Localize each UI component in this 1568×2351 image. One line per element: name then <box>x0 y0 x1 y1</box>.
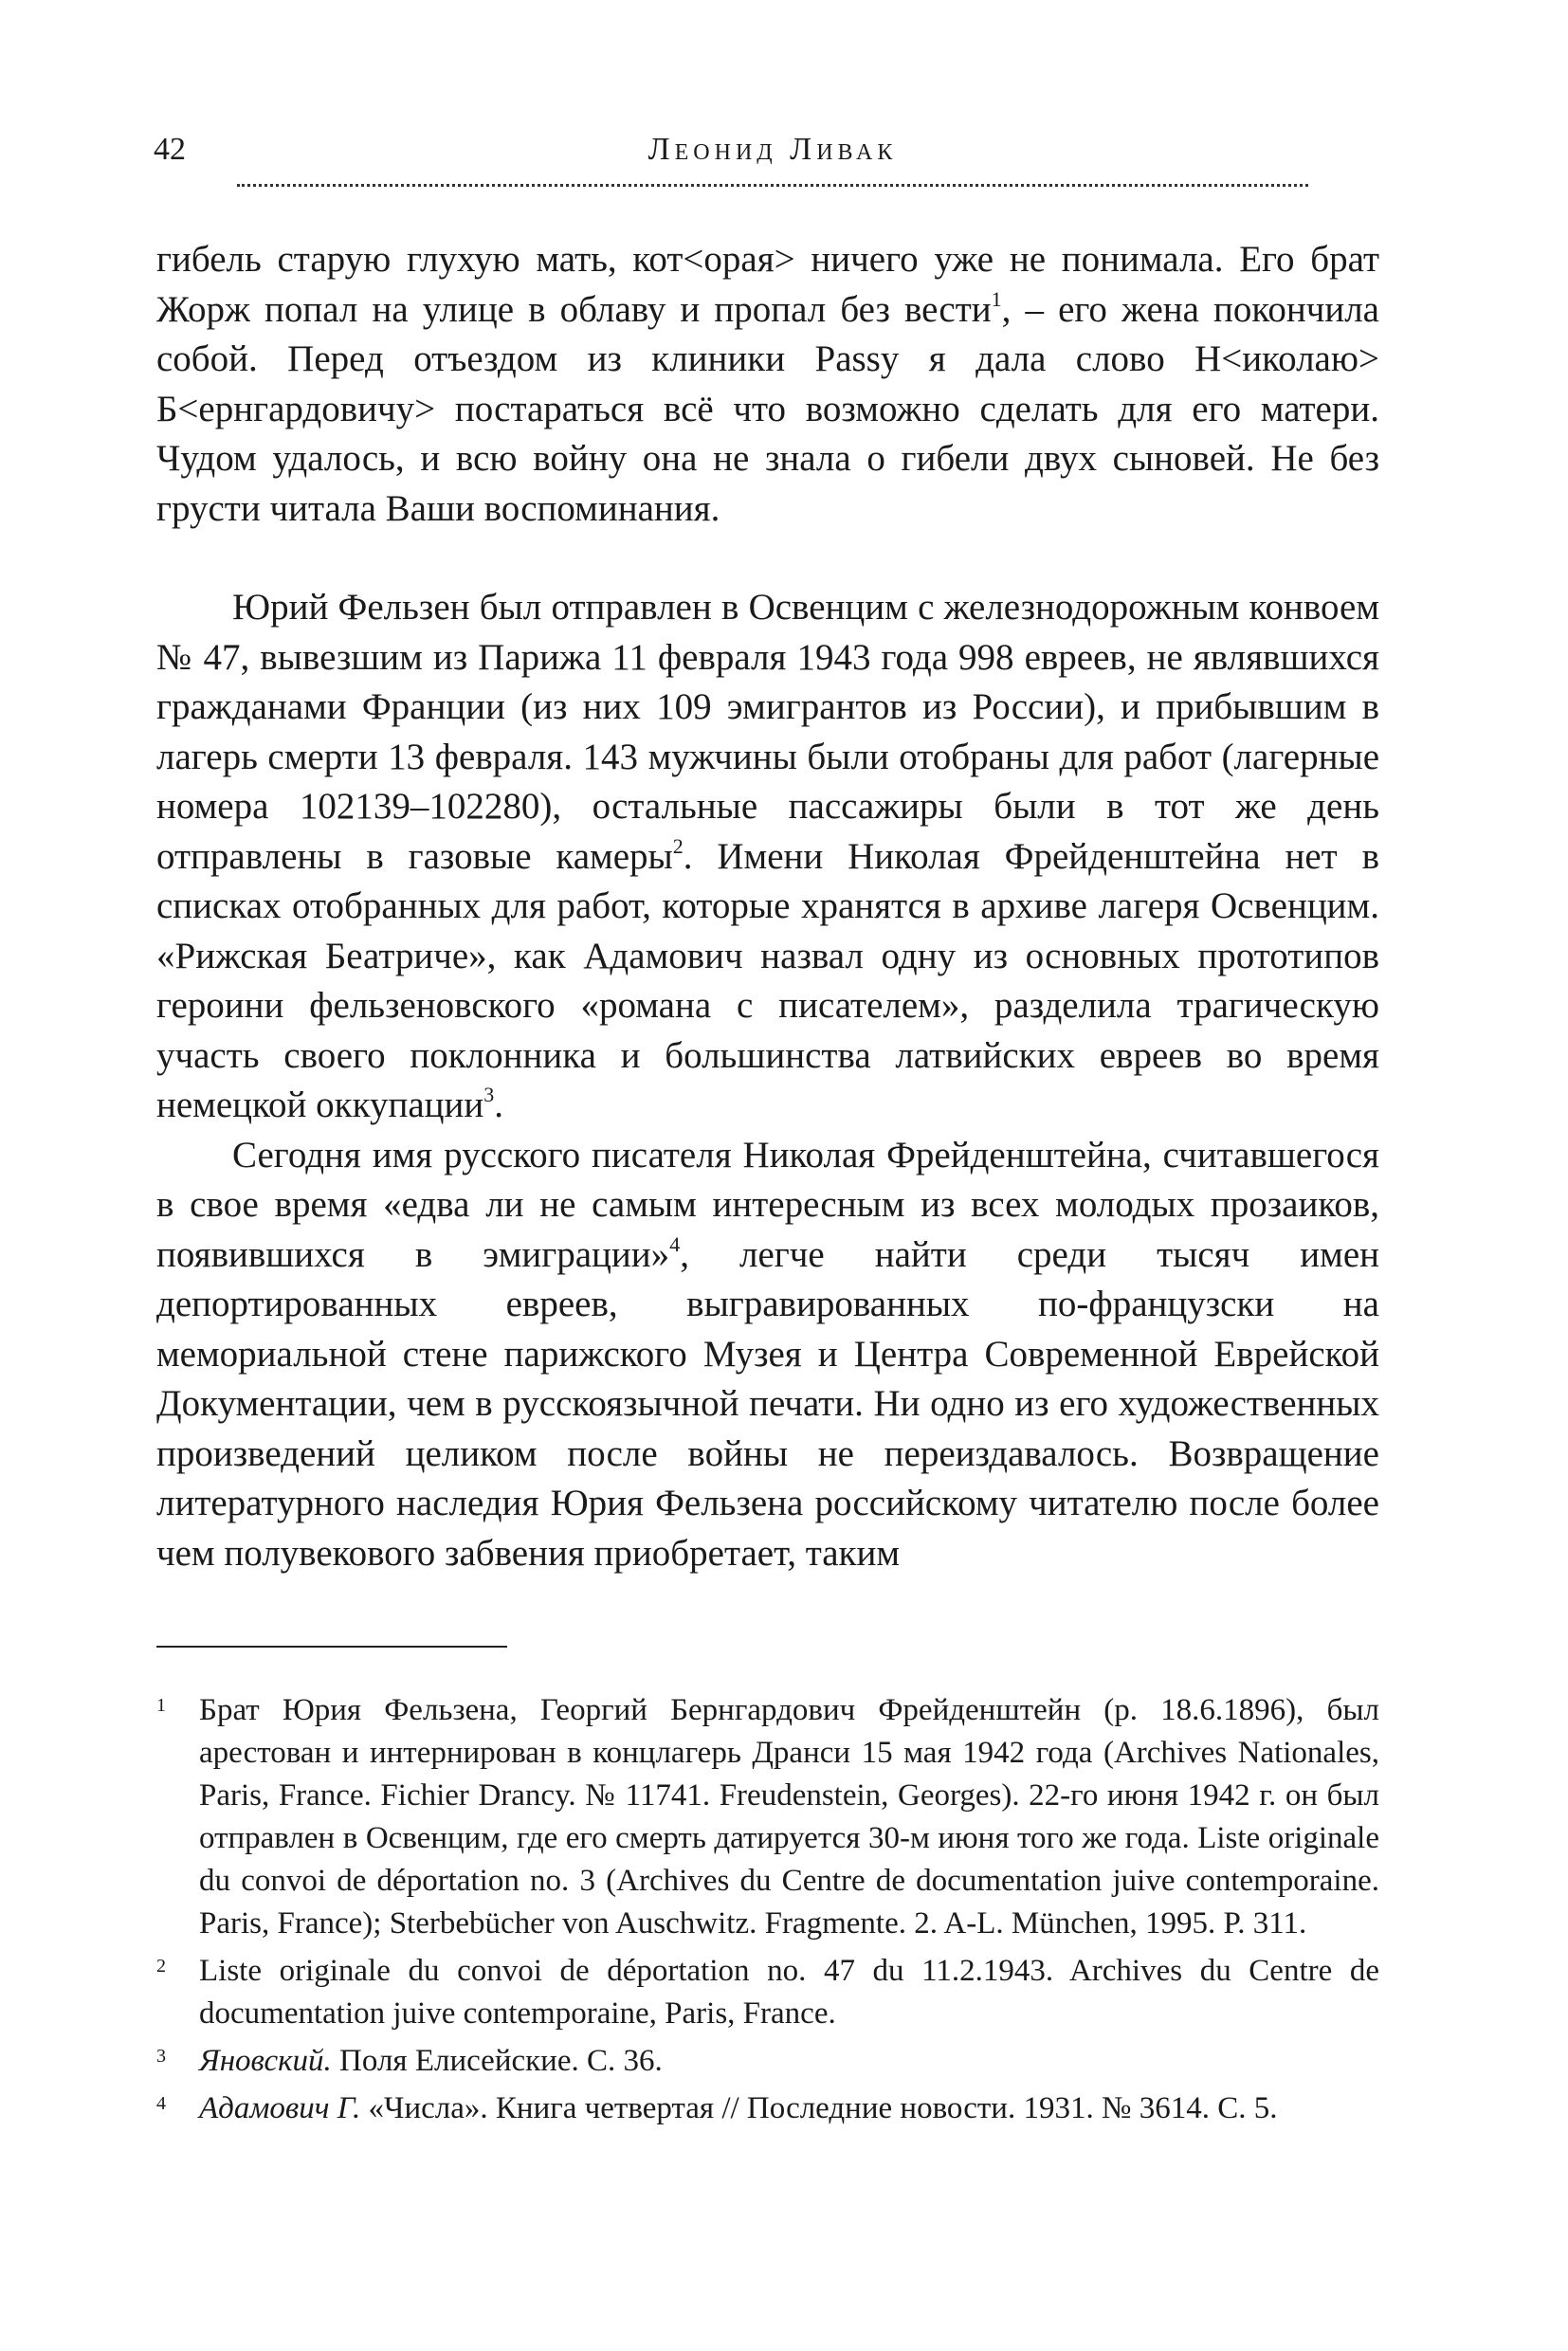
page-number: 42 <box>154 132 186 167</box>
footnote-text: Адамович Г. «Числа». Книга четвертая // Последние новости. 1931. № 3614. С. 5. <box>199 2091 1278 2125</box>
footnote-text: Брат Юрия Фельзена, Георгий Бернгардович Фрейденштейн (р. 18.6.1896), был арестован и интернирован в концлагерь Дранси 15 мая 1942 года (Archives Nationales, Paris, France. Fichier Drancy. № 11741. Freudenstein, Georges). 22-го июня 1942 г. он был отправлен в Освенцим, где его смерть датируется 30-м июня того же года. Liste originale du convoi de déportation no. 3 (Archives du Centre de documentation juive contemporaine. Paris, France); Sterbebücher von Auschwitz. Fragmente. 2. A-L. München, 1995. P. 311. <box>199 1693 1379 1941</box>
footnote-ref-1: 1 <box>991 286 1002 311</box>
header-dotted-rule <box>237 184 1308 187</box>
footnote-author: Яновский. <box>199 2044 332 2078</box>
footnote-author: Адамович Г. <box>199 2091 361 2125</box>
footnote-text: Яновский. Поля Елисейские. С. 36. <box>199 2044 663 2078</box>
footnote-separator <box>156 1646 507 1648</box>
footnote-number: 4 <box>156 2093 166 2114</box>
footnote-number: 2 <box>156 1956 166 1977</box>
footnote-number: 3 <box>156 2046 166 2067</box>
footnote-ref-4: 4 <box>669 1231 681 1256</box>
footnote <box>156 2040 1379 2083</box>
footnote <box>156 2087 1379 2130</box>
main-text <box>156 235 1379 1578</box>
footnote-text: Liste originale du convoi de déportation no. 47 du 11.2.1943. Archives du Centre de documentation juive contemporaine, Paris, France. <box>199 1954 1379 2031</box>
running-head: Леонид Ливак <box>647 132 898 167</box>
paragraph-2: Юрий Фельзен был отправлен в Освенцим с железнодорожным конвоем № 47, вывезшим из Парижа 11 февраля 1943 года 998 евреев, не являвшихся гражданами Франции (из них 109 эмигрантов из России), и прибывшим в лагерь смерти 13 февраля. 143 мужчины были отобраны для работ (лагерные номера 102139–102280), остальные пассажиры были в тот же день отправлены в газовые камеры$^2$. Имени Николая Фрейденштейна нет в списках отобранных для работ, которые хранятся в архиве лагеря Освенцим. «Рижская Беатриче», как Адамович назвал одну из основных прототипов героини фельзеновского «романа с писателем», разделила трагическую участь своего поклонника и большинства латвийских евреев во время немецкой оккупации$^3$. <box>156 587 1379 1125</box>
footnote <box>156 1950 1379 2035</box>
paragraph-3: Сегодня имя русского писателя Николая Фрейденштейна, считавшегося в свое время «едва ли не самым интересным из всех молодых прозаиков, появившихся в эмиграции»$^4$, легче найти среди тысяч имен депортированных евреев, выгравированных по-французски на мемориальной стене парижского Музея и Центра Современной Еврейской Документации, чем в русскоязычной печати. Ни одно из его художественных произведений целиком после войны не переиздавалось. Возвращение литературного наследия Юрия Фельзена российскому читателю после более чем полувекового забвения приобретает, таким <box>156 1134 1380 1574</box>
footnote-ref-2: 2 <box>672 833 684 858</box>
footnotes <box>156 1689 1379 2135</box>
footnote-number: 1 <box>156 1695 166 1716</box>
paragraph-1: гибель старую глухую мать, кот<орая> ничего уже не понимала. Его брат Жорж попал на улице в облаву и пропал без вести$^1$, – его жена покончила собой. Перед отъездом из клиники Passy я дала слово Н<иколаю> Б<ернгардовичу> постараться всё что возможно сделать для его матери. Чудом удалось, и всю войну она не знала о гибели двух сыновей. Не без грусти читала Ваши воспоминания. <box>156 239 1379 529</box>
footnote-ref-3: 3 <box>483 1083 495 1106</box>
footnote <box>156 1689 1379 1945</box>
